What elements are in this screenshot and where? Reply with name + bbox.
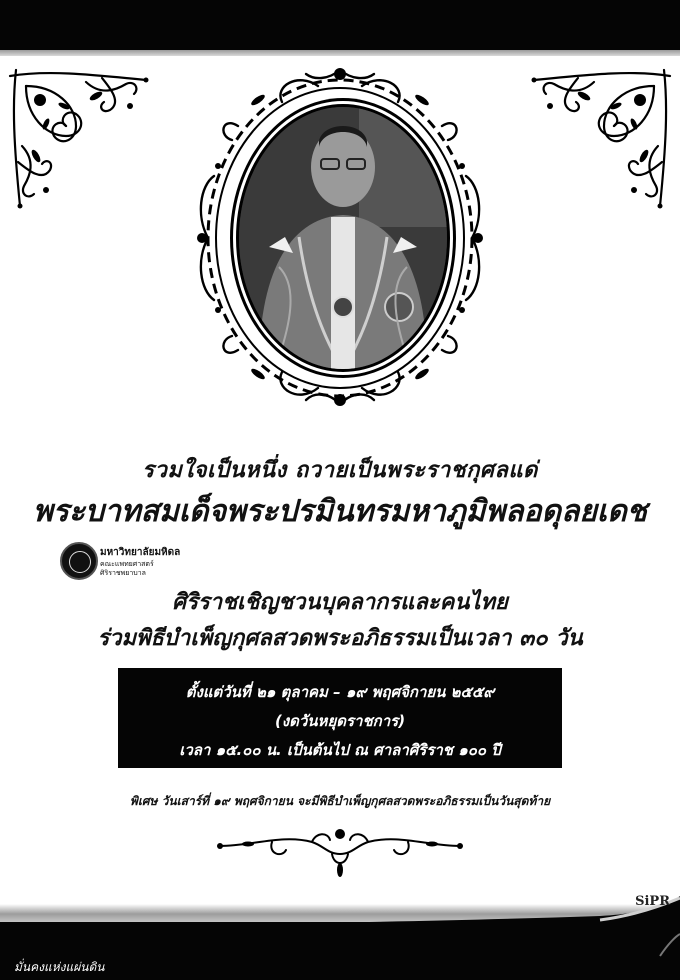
- logo-hospital: ศิริราชพยาบาล: [100, 569, 146, 577]
- corner-ornament-left-icon: [6, 66, 156, 216]
- headline-dedication: รวมใจเป็นหนึ่ง ถวายเป็นพระราชกุศลแด่: [142, 458, 538, 483]
- corner-ornament-right-icon: [524, 66, 674, 216]
- footer-slogan: มั่นคงแห่งแผ่นดิน: [14, 960, 105, 974]
- portrait-silhouette-icon: [239, 107, 447, 369]
- invitation-line-1: ศิริราชเชิญชวนบุคลากรและคนไทย: [172, 590, 508, 615]
- headline-king-name: พระบาทสมเด็จพระปรมินทรมหาภูมิพลอดุลยเดช: [32, 494, 648, 529]
- schedule-time-place: เวลา ๑๕.๐๐ น. เป็นต้นไป ณ ศาลาศิริราช ๑๐๐ ปี: [179, 741, 501, 759]
- top-grey-stripe: [0, 50, 680, 56]
- invitation-line-2: ร่วมพิธีบำเพ็ญกุศลสวดพระอภิธรรมเป็นเวลา ๓๐ วัน: [97, 626, 583, 651]
- schedule-dates: ตั้งแต่วันที่ ๒๑ ตุลาคม – ๑๙ พฤศจิกายน ๒๕๕๙: [185, 683, 495, 701]
- logo-faculty: คณะแพทยศาสตร์: [100, 560, 154, 568]
- logo-university-name: มหาวิทยาลัยมหิดล: [100, 547, 181, 558]
- ornamental-divider-icon: [212, 824, 468, 880]
- top-black-band: [0, 0, 680, 50]
- mahidol-logo: [60, 542, 210, 580]
- schedule-box: [118, 668, 562, 768]
- portrait-frame: [178, 66, 502, 406]
- special-notice: พิเศษ วันเสาร์ที่ ๑๙ พฤศจิกายน จะมีพิธีบำเพ็ญกุศลสวดพระอภิธรรมเป็นวันสุดท้าย: [129, 794, 551, 808]
- schedule-note: (งดวันหยุดราชการ): [274, 712, 406, 730]
- royal-portrait-image: [236, 104, 450, 372]
- university-seal-icon: [60, 542, 98, 580]
- sipr-brand: SiPR: [635, 894, 670, 909]
